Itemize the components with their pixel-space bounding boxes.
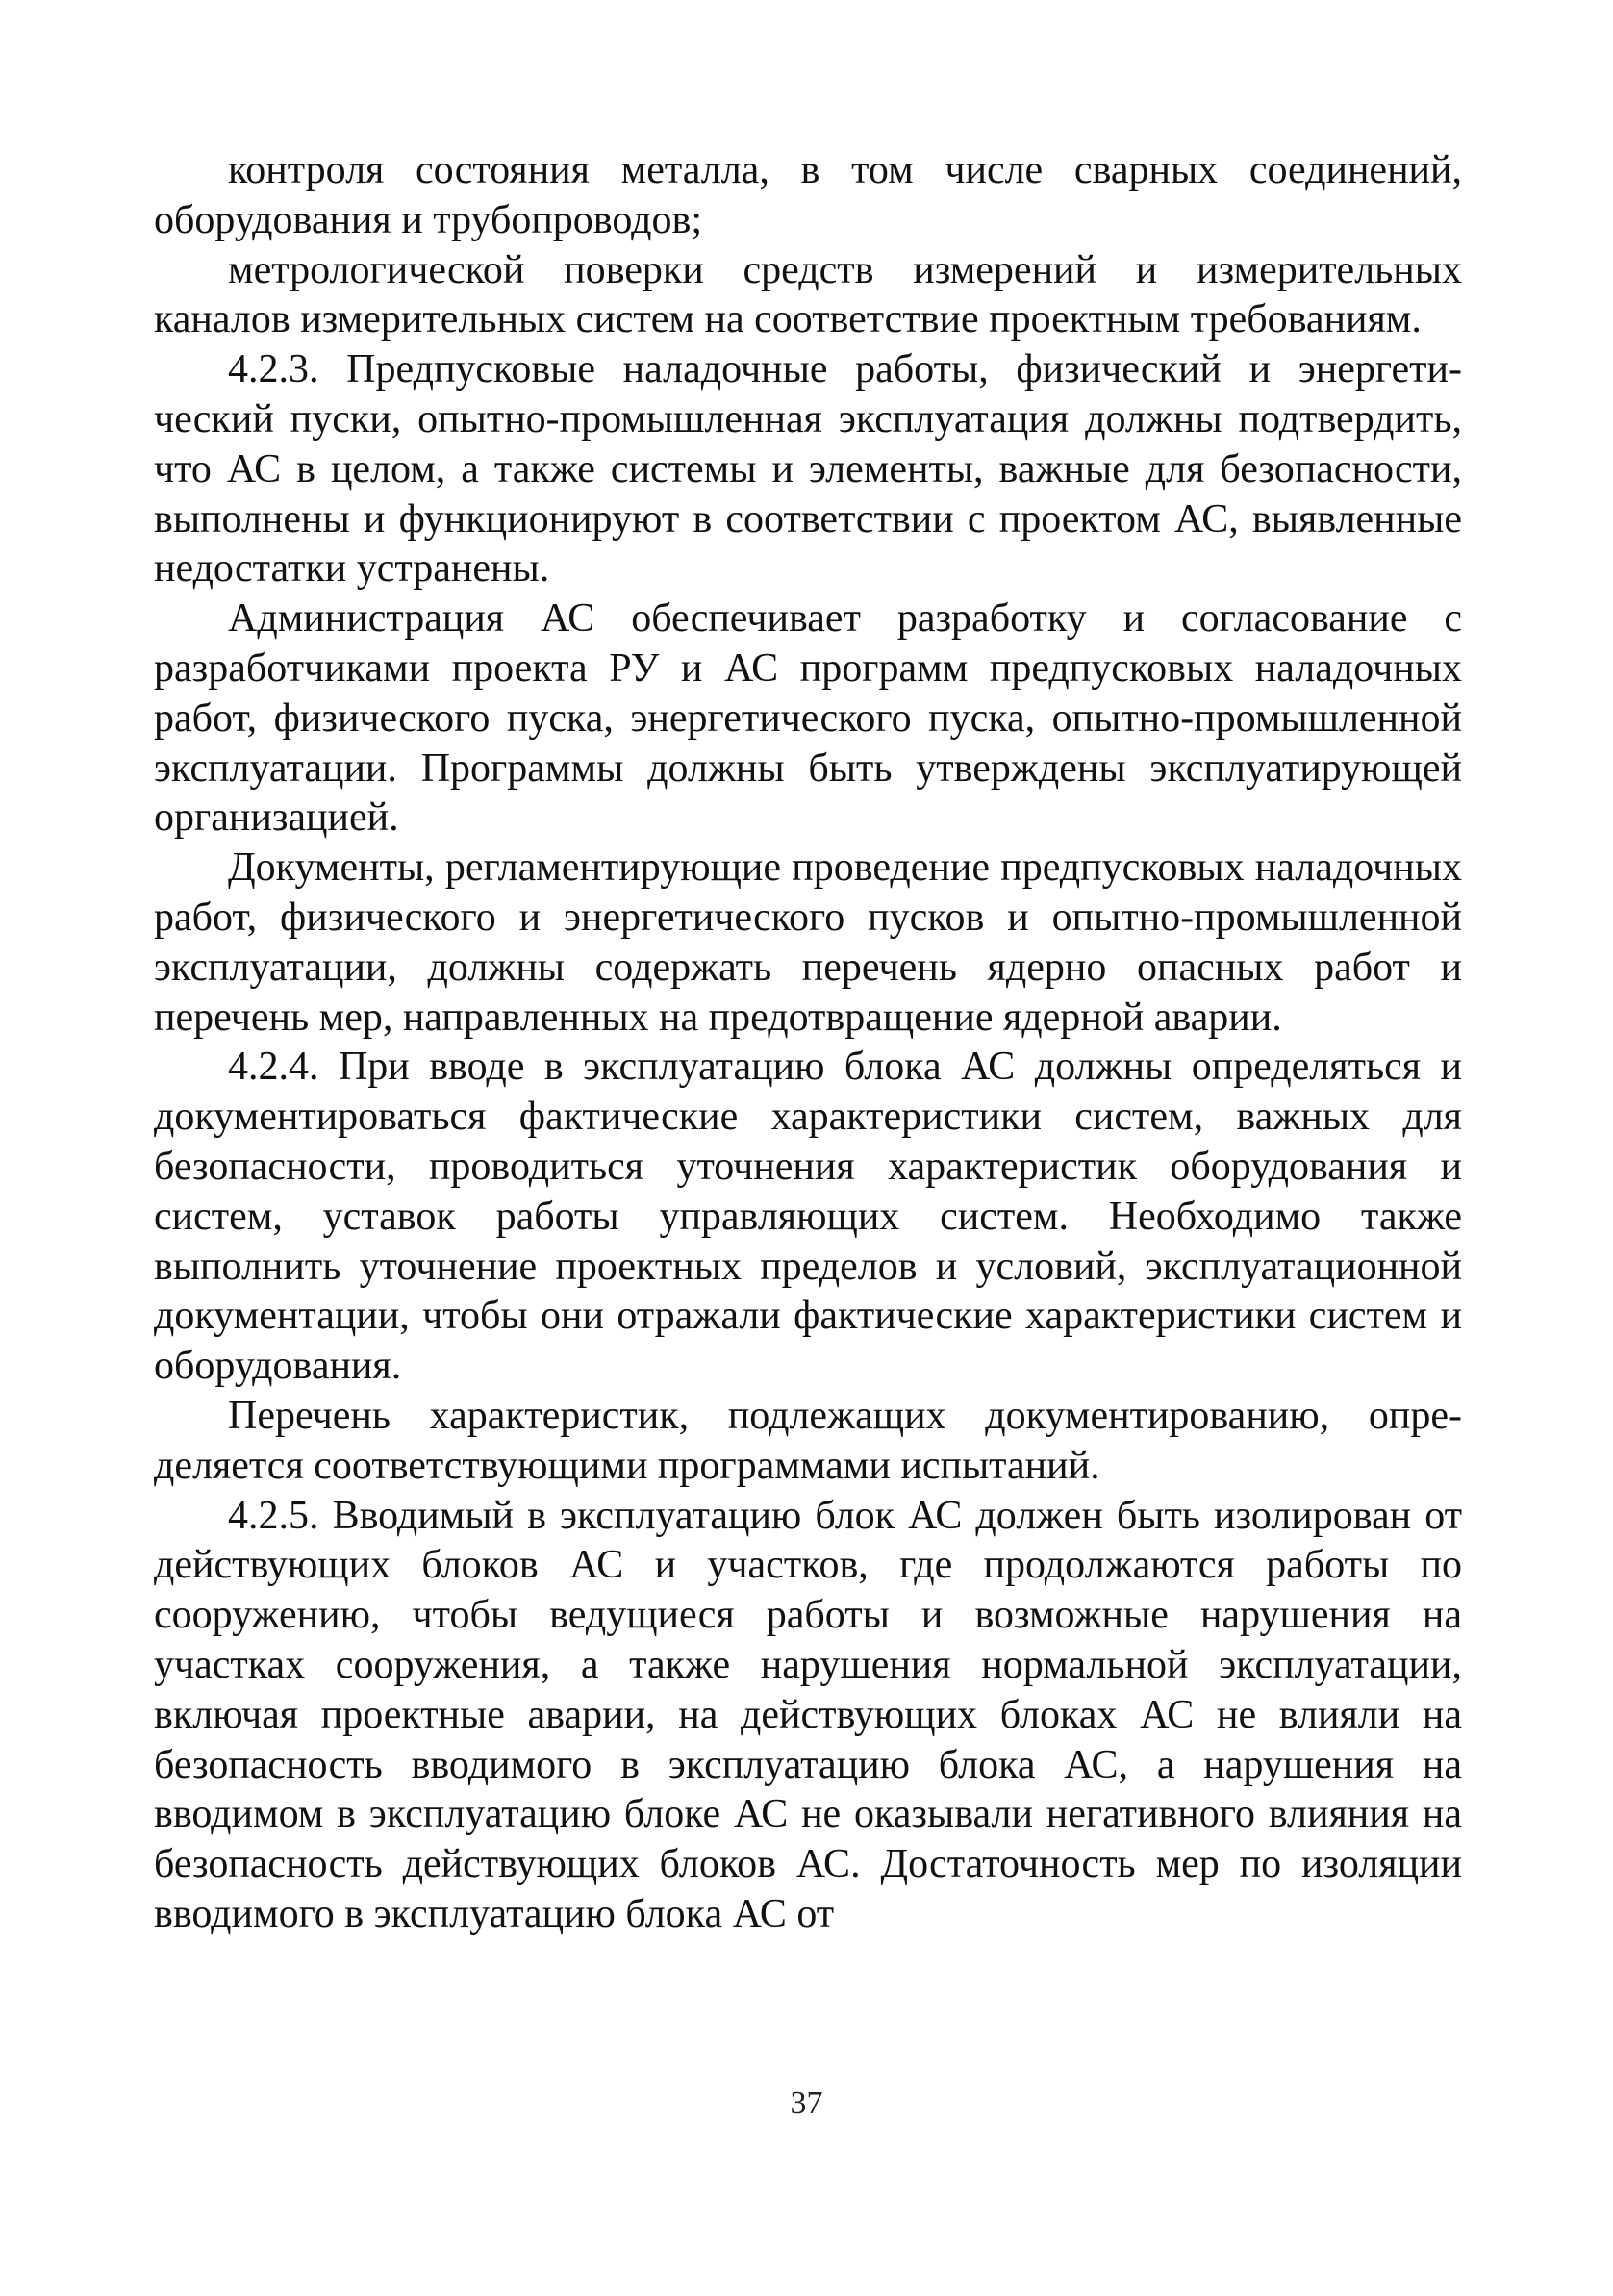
paragraph-6: 4.2.4. При вводе в эксплуатацию блока АС должны определяться и документироваться фактические характеристики систем, важных для безопасности, проводиться уточнения характеристик оборудования и систем, уставок работы управляющих систем. Необходимо также выполнить уточнение проектных пределов и условий, эксплуатационной документации, чтобы они отражали фактические характеристики систем и оборудования. — [154, 1045, 1462, 1389]
paragraph-4: Администрация АС обеспечивает разработку и согласование с разработчиками проекта РУ и АС программ предпусковых наладочных работ, физического пуска, энергетического пуска, опытно-промышленной эксплуатации. Программы должны быть утверждены эксплуатирующей организацией. — [154, 596, 1462, 841]
body-text — [154, 146, 1462, 1940]
page-number: 37 — [790, 2085, 823, 2121]
paragraph-8: 4.2.5. Вводимый в эксплуатацию блок АС должен быть изолирован от действующих блоков АС и участков, где продолжаются работы по сооружению, чтобы ведущиеся работы и возможные нарушения на участках сооружения, а также нарушения нормальной эксплуатации, включая проектные аварии, на действующих блоках АС не влияли на безопасность вводимого в эксплуатацию блока АС, а нарушения на вводимом в эксплуатацию блоке АС не оказывали негативного влияния на безопасность действующих блоков АС. Достаточность мер по изоляции вводимого в эксплуатацию блока АС от — [154, 1493, 1462, 1936]
paragraph-7: Перечень характеристик, подлежащих документированию, определяется соответствующими программами испытаний. — [154, 1393, 1462, 1488]
paragraph-3: 4.2.3. Предпусковые наладочные работы, физический и энергетический пуски, опытно-промышленная эксплуатация должны подтвердить, что АС в целом, а также системы и элементы, важные для безопасности, выполнены и функционируют в соответствии с проектом АС, выявленные недостатки устранены. — [154, 347, 1462, 592]
paragraph-1: контроля состояния металла, в том числе сварных соединений, оборудования и трубопроводов; — [154, 148, 1462, 242]
paragraph-5: Документы, регламентирующие проведение предпусковых наладочных работ, физического и энергетического пусков и опытно-промышленной эксплуатации, должны содержать перечень ядерно опасных работ и перечень мер, направленных на предотвращение ядерной аварии. — [154, 845, 1462, 1040]
paragraph-2: метрологической поверки средств измерений и измерительных каналов измерительных систем на соответствие проектным требованиям. — [154, 247, 1462, 342]
